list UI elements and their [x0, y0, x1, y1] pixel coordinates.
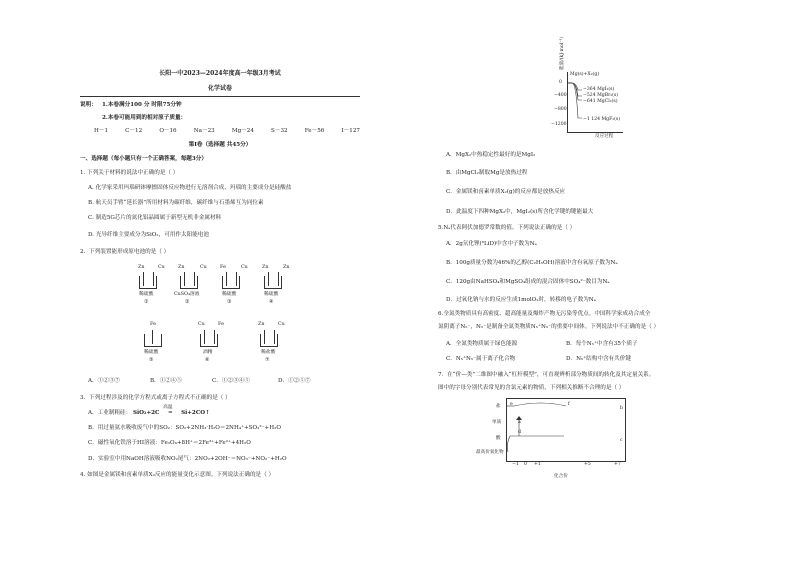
q6-option-c: C．N₅⁺N₅⁻属于离子化合物 [446, 356, 516, 362]
beaker [260, 334, 278, 347]
beaker [180, 276, 198, 289]
mass-c: C－12 [125, 128, 143, 134]
q7-letter-d: d [518, 430, 521, 435]
q2-option-a: A．①②③⑦ [88, 378, 121, 384]
q2-option-c: C．①②③④⑤ [212, 378, 250, 384]
q7-letter-f: f [568, 402, 570, 407]
q4-ytick-1200: −1200 [551, 122, 567, 127]
cell-2-electrode-right: Cu [200, 265, 207, 270]
cell-6-electrode-left: Cu [198, 322, 205, 327]
q3-option-a-label: A．工业制粗硅： [88, 410, 132, 416]
exam-subject: 化学试卷 [207, 85, 232, 92]
mass-na: Na－23 [193, 128, 215, 134]
q7-ylabel-acid: 酸 [496, 436, 501, 441]
section-1-subtitle: 一、选择题（每小题只有一个正确答案，每题3分） [80, 156, 207, 162]
q7-letter-c: c [620, 438, 623, 443]
q4-level-mgbr2: −524 MgBr₂(s) [583, 93, 619, 98]
mass-o: O－16 [159, 128, 177, 134]
q4-level-mgi2: −364 MgI₂(s) [583, 87, 615, 92]
cell-5-number: ⑤ [149, 358, 154, 363]
q4-ytick-0: 0 [559, 80, 562, 85]
q1-option-b: B. 航天员手臂“延长器”所用材料为碳纤维，碳纤维与石墨烯互为同位素 [88, 200, 264, 206]
mass-h: H－1 [94, 128, 109, 134]
q1-option-d: D. 光导纤维主要成分为SiO₂，可用作太阳能电池 [88, 232, 209, 238]
cell-5-solution: 稀硫酸 [144, 350, 159, 355]
beaker [139, 276, 157, 289]
q7-letter-a: a [518, 420, 521, 425]
q1-option-a: A. 化学家采用玛瑙研钵摩擦固体反应物进行无溶剂合成，玛瑙的主要成分是硅酸盐 [88, 185, 292, 191]
mass-mg: Mg－24 [231, 128, 254, 134]
q3-option-a [88, 405, 210, 417]
mass-s: S－32 [271, 128, 288, 134]
note-1: 1.本卷满分100 分 时限75分钟 [102, 102, 182, 108]
cell-3-electrode-left: Fe [220, 265, 226, 270]
q4-option-a: A．MgX₂中热稳定性最好的是MgI₂ [446, 152, 536, 158]
q4-graph-xlabel: 反应过程 [595, 134, 614, 139]
cell-2-number: ② [185, 300, 190, 305]
q6-option-a: A．全氮类物质属于绿色能源 [446, 341, 518, 347]
q4-ytick-800: −800 [554, 107, 567, 112]
mass-fe: Fe－56 [304, 128, 325, 134]
cell-4-electrode-left: Zn [262, 265, 269, 270]
q4-level-mgf2: −1 124 MgF₂(s) [583, 117, 621, 122]
q4-option-c: C．金属镁和卤素单质X₂(g)的反应都是放热反应 [446, 189, 566, 195]
q5-option-a: A．2g氘化锂(⁶LiD)中含中子数为Nₐ [446, 241, 537, 247]
q4-level-mgcl2: −641 MgCl₂(s) [583, 99, 618, 104]
q3-option-d: D．实验室中用NaOH溶液吸收NO₂尾气：2NO₂+2OH⁻＝NO₃⁻+NO₂⁻+H₂O [88, 456, 287, 462]
beaker [222, 276, 240, 289]
q2-option-d: D．①②⑤⑦ [278, 378, 311, 384]
header-rule [80, 96, 360, 97]
q7-xtick-minus1: −1 [512, 462, 519, 467]
cell-1-number: ① [144, 300, 149, 305]
cell-7-number: ⑦ [265, 358, 270, 363]
q2-stem: 2．下列装置能形成原电池的是（ ） [80, 249, 170, 255]
cell-6-number: ⑥ [205, 358, 210, 363]
q3-condition-arrow: 高温 ═ [163, 405, 173, 416]
q5-option-d: D．过氧化钠与水的反应生成1molO₂时，转移的电子数为Nₐ [446, 297, 596, 303]
q1-stem: 1. 下列关于材料的说法中正确的是（ ） [80, 170, 179, 176]
q7-xlabel: 化合价 [554, 474, 568, 479]
q7-ylabel-salt: 盐 [496, 404, 501, 409]
cell-5-electrode: Fe [150, 322, 156, 327]
q5-option-c: C．120g由NaHSO₄和MgSO₄组成的混合固体中SO₄²⁻数目为Nₐ [446, 279, 610, 285]
q4-option-b: B．由MgCl₂制取Mg是放热过程 [446, 170, 528, 176]
cell-1-solution: 稀硫酸 [139, 292, 154, 297]
cell-3-solution: 稀硫酸 [222, 292, 237, 297]
q7-lever-lines [506, 398, 624, 460]
q1-option-c: C. 制造5G芯片的氮化铝晶圆属于新型无机非金属材料 [88, 215, 222, 221]
cell-6-solution: 酒精 [203, 350, 213, 355]
cell-4-solution: 稀硫酸 [264, 292, 279, 297]
q4-ytick-400: −400 [554, 93, 567, 98]
q3-stem: 3．下列过程涉及的化学方程式或离子方程式不正确的是（ ） [80, 395, 231, 401]
beaker [200, 334, 218, 347]
cell-2-electrode-left: Zn [178, 265, 185, 270]
cell-4-electrode-right: Zn [283, 265, 290, 270]
cell-3-number: ③ [227, 300, 232, 305]
cell-2-solution: CuSO₄溶液 [174, 292, 200, 297]
q7-xtick-0: 0 [524, 462, 527, 467]
cell-7-electrode-right: Cu [278, 322, 285, 327]
q7-ylabel-oxide: 最高价氧化物 [476, 450, 504, 455]
q5-option-b: B．100g质量分数为46%的乙醇(C₂H₅OH)溶液中含有氧原子数为Nₐ [446, 260, 618, 266]
q6-option-d: D．N₅⁺结构中含有共价键 [566, 356, 631, 362]
cell-1-electrode-left: Zn [138, 265, 145, 270]
q4-x-axis [567, 132, 623, 133]
note-2: 2.本卷可能用到的相对原子质量： [102, 115, 187, 121]
q3-condition: 高温 [163, 405, 173, 410]
cell-6-electrode-right: Fe [218, 322, 224, 327]
q4-stem: 4. 如图是金属镁和卤素单质X₂反应的能量变化示意图。下列说法正确的是（ ） [80, 472, 275, 478]
cell-3-electrode-right: Cu [241, 265, 248, 270]
q2-option-b: B．①②④⑤ [150, 378, 183, 384]
q4-graph-top-label: Mg(s)+X₂(g) [570, 72, 600, 77]
beaker [144, 334, 162, 347]
q6-option-b: B．每个N₅⁺中含有35个质子 [566, 341, 638, 347]
q6-stem-line1: 6.全氮类物质具有高密度、超高能量及爆炸产物无污染等优点。中国科学家成功合成全 [438, 311, 651, 317]
q3-option-b: B．用过量氨水吸收废气中的SO₂：SO₂+2NH₃·H₂O＝2NH₄⁺+SO₃²⁻+H₂O [88, 425, 281, 431]
cell-4-number: ④ [269, 300, 274, 305]
q3-option-a-products: Si+2CO↑ [181, 410, 210, 416]
q7-letter-e: e [510, 402, 513, 407]
q7-xtick-plus7: +7 [614, 462, 621, 467]
cell-1-electrode-right: Cu [158, 265, 165, 270]
q7-ylabel-element: 单质 [492, 420, 502, 425]
q3-option-a-reactants: SiO₂+2C [132, 410, 160, 416]
cell-7-electrode-left: Zn [258, 322, 265, 327]
atomic-masses [94, 128, 360, 135]
q7-stem-line2: 图中的字母分别代表常见的含氯元素的物质，下列相关推断不合理的是（ ） [438, 385, 625, 391]
section-1-title: 第Ⅰ卷（选择题 共45分） [188, 142, 252, 148]
cell-7-solution: 稀盐酸 [261, 350, 276, 355]
q6-stem-line2: 氮阴离子N₅⁻，N₅⁻是制备全氮类物质N₅⁺N₅⁻的重要中间体。下列说法中不正确的是（ ） [438, 324, 660, 330]
beaker [264, 276, 282, 289]
q7-xtick-plus5: +5 [584, 462, 591, 467]
exam-title: 长阳一中2023—2024年度高一年级3月考试 [159, 70, 281, 77]
q7-letter-b: b [620, 406, 623, 411]
q4-graph-ylabel: 能量/(kJ·mol⁻¹) [560, 36, 565, 70]
q4-option-d: D．此温度下四种MgX₂中，MgI₂(s)所含化学键的键能最大 [446, 209, 594, 215]
q3-option-c: C．磁性氧化铁溶于HI溶液：Fe₃O₄+8H⁺＝2Fe³⁺+Fe²⁺+4H₂O [88, 440, 251, 446]
q7-xtick-plus1: +1 [534, 462, 541, 467]
mass-i: I－127 [341, 128, 360, 134]
q7-stem-line1: 7．在“价—类”二维图中融入“杠杆模型”，可直观辨析部分物质间的转化及其定量关系。 [438, 372, 655, 378]
q5-stem: 5.Nₐ代表阿伏加德罗常数的值。下列说法正确的是（ ） [438, 225, 576, 231]
notes-label: 说明： [80, 102, 97, 108]
